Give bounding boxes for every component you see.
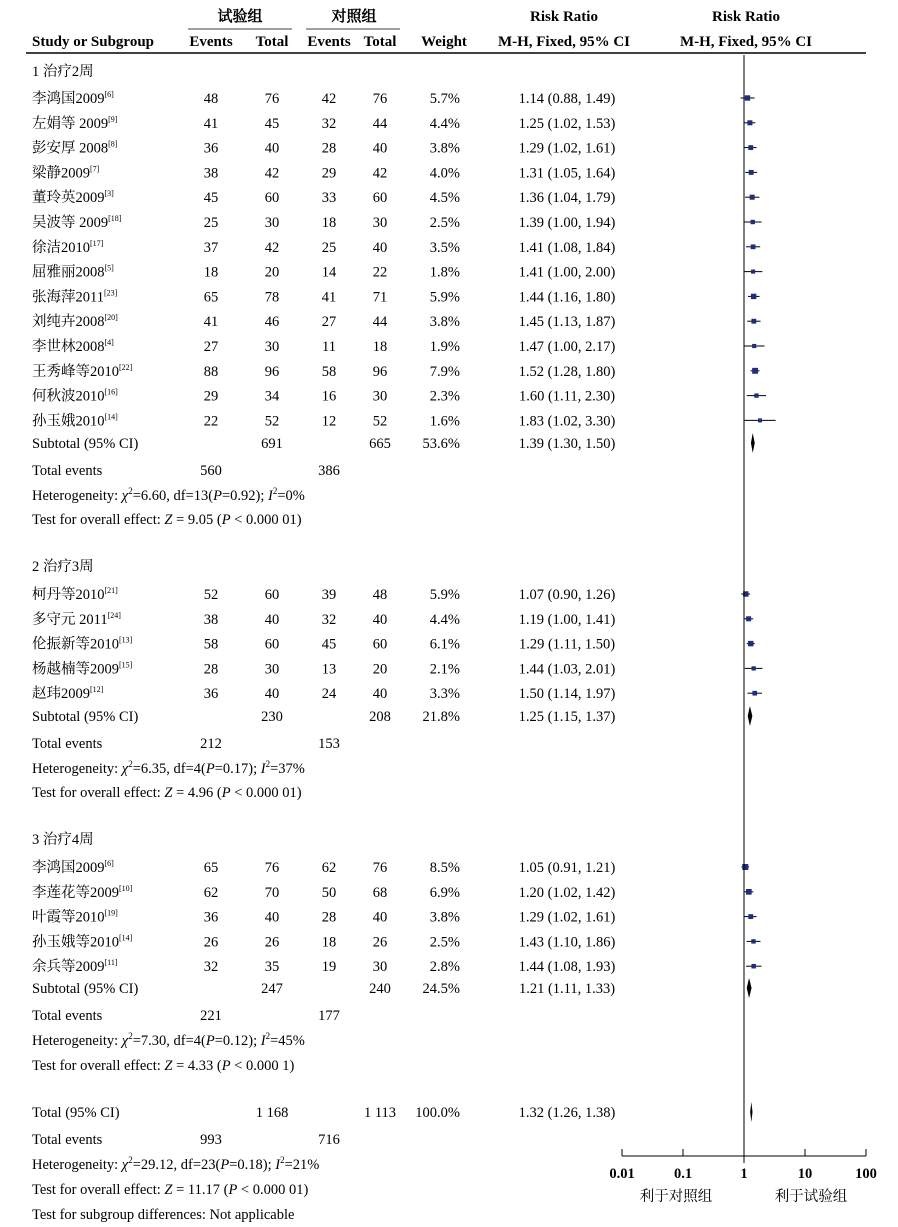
ctrl-total: 30 (372, 388, 388, 405)
exp-total: 30 (264, 215, 280, 231)
ctrl-total: 44 (372, 314, 388, 331)
exp-events: 18 (203, 264, 219, 281)
rr-ci-text: 1.50 (1.14, 1.97) (518, 686, 616, 703)
weight: 6.9% (429, 884, 460, 901)
point-estimate (754, 393, 758, 397)
subtotal-exp-total: 691 (261, 436, 283, 452)
col-exp-events: Events (189, 34, 233, 50)
total-events-label: Total events (32, 1132, 103, 1148)
ctrl-total: 68 (372, 884, 388, 901)
ctrl-events: 50 (321, 884, 337, 901)
exp-events: 27 (203, 339, 219, 355)
rr-header-2: Risk Ratio (712, 9, 780, 25)
study-name: 李世林2008[4] (32, 338, 114, 355)
study-name: 董玲英2009[3] (32, 189, 114, 207)
point-estimate (751, 939, 755, 943)
total-weight: 100.0% (415, 1105, 460, 1121)
total-events-ctrl: 177 (318, 1008, 340, 1024)
ctrl-events: 33 (321, 190, 337, 207)
rr-ci-text: 1.29 (1.02, 1.61) (518, 140, 616, 157)
study-name: 彭安厚 2008[8] (32, 139, 118, 157)
study-name: 余兵等2009[11] (32, 958, 118, 976)
point-estimate (745, 95, 750, 100)
heterogeneity: Heterogeneity: $\chi^2=6.60$, df=13(P=0.92); $I^2=0\%$ (32, 486, 305, 504)
rr-ci-text: 1.45 (1.13, 1.87) (518, 314, 616, 331)
rr-ci-text: 1.25 (1.02, 1.53) (518, 115, 616, 132)
exp-total: 96 (264, 363, 280, 380)
rr-ci-text: 1.44 (1.03, 2.01) (518, 661, 616, 678)
pooled-diamond (747, 978, 752, 998)
subtotal-weight: 24.5% (422, 981, 460, 997)
exp-total: 52 (264, 413, 280, 430)
weight: 4.4% (429, 611, 460, 628)
ctrl-total: 52 (372, 413, 388, 430)
exp-total: 76 (264, 91, 280, 107)
weight: 2.1% (429, 661, 460, 678)
exp-total: 42 (264, 165, 280, 182)
total-events-ctrl: 153 (318, 736, 340, 752)
point-estimate (752, 691, 757, 696)
exp-total: 70 (264, 884, 280, 901)
exp-events: 48 (203, 91, 219, 107)
col-method-1: M-H, Fixed, 95% CI (497, 34, 631, 50)
rr-ci-text: 1.39 (1.00, 1.94) (518, 215, 616, 231)
ctrl-total: 26 (372, 934, 388, 951)
study-name: 吴波等 2009[18] (32, 214, 122, 231)
exp-events: 41 (203, 115, 219, 132)
exp-events: 38 (203, 611, 219, 628)
exp-total: 26 (264, 934, 280, 951)
total-events-exp: 560 (200, 463, 222, 479)
ctrl-total: 71 (372, 289, 388, 306)
weight: 2.5% (429, 215, 460, 231)
heterogeneity: Heterogeneity: $\chi^2=7.30$, df=4(P=0.12); $I^2=45\%$ (32, 1031, 305, 1049)
rr-ci-text: 1.31 (1.05, 1.64) (518, 165, 616, 182)
point-estimate (748, 641, 753, 646)
point-estimate (746, 616, 751, 621)
weight: 2.5% (429, 934, 460, 951)
col-method-2: M-H, Fixed, 95% CI (679, 34, 813, 50)
exp-events: 26 (203, 934, 219, 951)
exp-events: 88 (203, 363, 219, 380)
ctrl-events: 19 (321, 959, 337, 976)
total-events-exp: 212 (200, 736, 222, 752)
rr-ci-text: 1.41 (1.08, 1.84) (518, 239, 616, 256)
point-estimate (746, 889, 752, 895)
exp-events: 65 (203, 289, 219, 306)
point-estimate (748, 145, 753, 150)
point-estimate (751, 964, 756, 969)
rr-ci-text: 1.05 (0.91, 1.21) (518, 860, 616, 876)
rr-ci-text: 1.19 (1.00, 1.41) (518, 611, 616, 628)
ctrl-events: 12 (321, 413, 337, 430)
tick-label: 0.1 (673, 1166, 693, 1182)
exp-total: 30 (264, 661, 280, 678)
weight: 3.8% (429, 909, 460, 926)
subtotal-exp-total: 247 (261, 981, 283, 997)
ctrl-events: 25 (321, 239, 337, 256)
rr-ci-text: 1.36 (1.04, 1.79) (518, 190, 616, 207)
ctrl-group-header: 对照组 (331, 9, 377, 25)
weight: 4.5% (429, 190, 460, 207)
ctrl-events: 13 (321, 661, 337, 678)
favours-experimental-label: 利于试验组 (774, 1189, 848, 1205)
exp-events: 45 (203, 190, 219, 207)
col-study: Study or Subgroup (32, 34, 155, 50)
subgroup-title: 2 治疗3周 (32, 559, 94, 575)
rr-ci-text: 1.44 (1.16, 1.80) (518, 289, 616, 306)
weight: 3.3% (429, 686, 460, 703)
overall-effect-test: Test for overall effect: Z = 11.17 (P < 0.000 01) (32, 1182, 309, 1198)
point-estimate (758, 418, 762, 422)
exp-events: 62 (203, 884, 219, 901)
ctrl-total: 20 (372, 661, 388, 678)
total-exp-total: 1 168 (255, 1105, 289, 1121)
ctrl-events: 29 (321, 165, 337, 182)
tick-label: 10 (797, 1166, 813, 1182)
tick-label: 0.01 (609, 1166, 635, 1182)
subtotal-ctrl-total: 665 (369, 436, 391, 452)
study-name: 何秋波2010[16] (32, 387, 118, 405)
col-exp-total: Total (255, 34, 289, 50)
subtotal-ci-text: 1.39 (1.30, 1.50) (518, 436, 616, 452)
study-name: 梁静2009[7] (32, 164, 100, 182)
weight: 1.9% (429, 339, 460, 355)
exp-total: 60 (264, 190, 280, 207)
study-name: 杨越楠等2009[15] (32, 660, 133, 678)
total-events-exp: 993 (200, 1132, 222, 1148)
weight: 4.4% (429, 115, 460, 132)
ctrl-total: 76 (372, 860, 388, 876)
total-events-label: Total events (32, 736, 103, 752)
exp-total: 46 (264, 314, 280, 331)
weight: 1.6% (429, 413, 460, 430)
study-name: 李鸿国2009[6] (32, 90, 114, 107)
exp-total: 45 (264, 115, 280, 132)
ctrl-total: 42 (372, 165, 388, 182)
study-name: 孙玉娥2010[14] (32, 412, 118, 430)
overall-effect-test: Test for overall effect: Z = 4.96 (P < 0.000 01) (32, 785, 302, 801)
subtotal-label: Subtotal (95% CI) (32, 981, 139, 997)
exp-total: 60 (264, 636, 280, 653)
study-name: 左娟等 2009[9] (32, 114, 118, 132)
rr-ci-text: 1.29 (1.11, 1.50) (518, 636, 616, 653)
point-estimate (749, 170, 754, 175)
exp-total: 35 (264, 959, 280, 976)
rr-ci-text: 1.83 (1.02, 3.30) (518, 413, 616, 430)
ctrl-events: 42 (321, 91, 337, 107)
ctrl-events: 11 (322, 339, 336, 355)
study-name: 柯丹等2010[21] (32, 586, 118, 603)
col-weight: Weight (421, 34, 467, 50)
study-name: 徐洁2010[17] (32, 238, 104, 256)
ctrl-events: 62 (321, 860, 337, 876)
exp-total: 40 (264, 611, 280, 628)
study-name: 多守元 2011[24] (32, 610, 121, 628)
ctrl-total: 30 (372, 959, 388, 976)
exp-total: 42 (264, 239, 280, 256)
ctrl-total: 60 (372, 190, 388, 207)
exp-group-header: 试验组 (217, 9, 263, 25)
ctrl-events: 28 (321, 909, 337, 926)
exp-total: 30 (264, 339, 280, 355)
ctrl-events: 32 (321, 115, 337, 132)
subtotal-ctrl-total: 240 (369, 981, 391, 997)
rr-ci-text: 1.44 (1.08, 1.93) (518, 959, 616, 976)
ctrl-events: 58 (321, 363, 337, 380)
table-rows (32, 63, 615, 1223)
ctrl-events: 18 (321, 215, 337, 231)
pooled-diamond (751, 433, 755, 453)
subtotal-ctrl-total: 208 (369, 709, 391, 725)
total-label: Total (95% CI) (32, 1105, 120, 1121)
point-estimate (752, 666, 756, 670)
exp-events: 65 (203, 860, 219, 876)
weight: 4.0% (429, 165, 460, 182)
pooled-diamond (748, 706, 753, 726)
exp-events: 38 (203, 165, 219, 182)
point-estimate (752, 368, 758, 374)
subtotal-label: Subtotal (95% CI) (32, 709, 139, 725)
rr-ci-text: 1.29 (1.02, 1.61) (518, 909, 616, 926)
ctrl-events: 18 (321, 934, 337, 951)
ctrl-total: 44 (372, 115, 388, 132)
ctrl-events: 41 (321, 289, 337, 306)
study-name: 王秀峰等2010[22] (32, 362, 133, 380)
exp-events: 36 (203, 686, 219, 703)
tick-label: 100 (855, 1166, 877, 1182)
exp-total: 78 (264, 289, 280, 306)
ctrl-events: 24 (321, 686, 337, 703)
point-estimate (748, 914, 753, 919)
ctrl-events: 16 (321, 388, 337, 405)
weight: 3.8% (429, 140, 460, 157)
rr-ci-text: 1.14 (0.88, 1.49) (518, 91, 616, 107)
ctrl-total: 40 (372, 686, 388, 703)
point-estimate (751, 270, 755, 274)
point-estimate (751, 294, 756, 299)
rr-ci-text: 1.60 (1.11, 2.30) (518, 388, 616, 405)
ctrl-total: 60 (372, 636, 388, 653)
weight: 6.1% (429, 636, 460, 653)
exp-events: 32 (203, 959, 219, 976)
exp-events: 36 (203, 909, 219, 926)
subtotal-exp-total: 230 (261, 709, 283, 725)
subtotal-ci-text: 1.21 (1.11, 1.33) (518, 981, 616, 997)
study-name: 伦振新等2010[13] (32, 635, 133, 653)
point-estimate (747, 120, 752, 125)
exp-events: 28 (203, 661, 219, 678)
study-name: 孙玉娥等2010[14] (32, 933, 133, 951)
subtotal-label: Subtotal (95% CI) (32, 436, 139, 452)
weight: 5.9% (429, 289, 460, 306)
ctrl-total: 22 (372, 264, 388, 281)
study-name: 刘纯卉2008[20] (32, 313, 118, 331)
x-axis (609, 1149, 877, 1205)
exp-total: 60 (264, 587, 280, 603)
exp-total: 40 (264, 686, 280, 703)
total-events-ctrl: 716 (318, 1132, 340, 1148)
point-estimate (751, 319, 756, 324)
total-ctrl-total: 1 113 (363, 1105, 397, 1121)
point-estimate (742, 864, 748, 870)
ctrl-total: 48 (372, 587, 388, 603)
exp-total: 40 (264, 140, 280, 157)
rr-ci-text: 1.41 (1.00, 2.00) (518, 264, 616, 281)
exp-events: 22 (203, 413, 219, 430)
subtotal-weight: 21.8% (422, 709, 460, 725)
ctrl-events: 14 (321, 264, 337, 281)
rr-ci-text: 1.47 (1.00, 2.17) (518, 339, 616, 355)
col-ctrl-events: Events (307, 34, 351, 50)
ctrl-total: 40 (372, 611, 388, 628)
overall-effect-test: Test for overall effect: Z = 4.33 (P < 0.000 1) (32, 1058, 295, 1074)
ctrl-total: 18 (372, 339, 388, 355)
ctrl-total: 76 (372, 91, 388, 107)
exp-total: 76 (264, 860, 280, 876)
point-estimate (751, 244, 756, 249)
subgroup-title: 3 治疗4周 (32, 832, 94, 848)
heterogeneity: Heterogeneity: $\chi^2=29.12$, df=23(P=0.18); $I^2=21\%$ (32, 1155, 320, 1173)
favours-control-label: 利于对照组 (639, 1189, 713, 1205)
study-name: 李鸿国2009[6] (32, 859, 114, 876)
ctrl-events: 27 (321, 314, 337, 331)
study-name: 屈雅丽2008[5] (32, 263, 114, 281)
ctrl-total: 96 (372, 363, 388, 380)
col-ctrl-total: Total (363, 34, 397, 50)
heterogeneity: Heterogeneity: $\chi^2=6.35$, df=4(P=0.17); $I^2=37\%$ (32, 759, 305, 777)
exp-events: 25 (203, 215, 219, 231)
point-estimate (751, 220, 755, 224)
exp-total: 40 (264, 909, 280, 926)
overall-effect-test: Test for overall effect: Z = 9.05 (P < 0.000 01) (32, 512, 302, 528)
tick-label: 1 (740, 1166, 748, 1182)
subtotal-weight: 53.6% (422, 436, 460, 452)
exp-events: 52 (203, 587, 219, 603)
total-events-ctrl: 386 (318, 463, 340, 479)
exp-events: 37 (203, 239, 219, 256)
rr-ci-text: 1.43 (1.10, 1.86) (518, 934, 616, 951)
total-events-label: Total events (32, 463, 103, 479)
exp-total: 20 (264, 264, 280, 281)
ctrl-events: 45 (321, 636, 337, 653)
weight: 2.3% (429, 388, 460, 405)
study-name: 赵玮2009[12] (32, 685, 104, 703)
rr-ci-text: 1.20 (1.02, 1.42) (518, 884, 616, 901)
weight: 8.5% (429, 860, 460, 876)
subgroup-differences: Test for subgroup differences: Not applicable (32, 1207, 295, 1223)
weight: 7.9% (429, 363, 460, 380)
exp-events: 41 (203, 314, 219, 331)
ctrl-total: 40 (372, 140, 388, 157)
weight: 2.8% (429, 959, 460, 976)
ctrl-events: 28 (321, 140, 337, 157)
ctrl-events: 32 (321, 611, 337, 628)
study-name: 张海萍2011[23] (32, 288, 118, 306)
total-ci-text: 1.32 (1.26, 1.38) (518, 1105, 616, 1121)
point-estimate (750, 195, 755, 200)
total-events-exp: 221 (200, 1008, 222, 1024)
weight: 5.7% (429, 91, 460, 107)
ctrl-total: 40 (372, 239, 388, 256)
exp-events: 29 (203, 388, 219, 405)
ctrl-total: 40 (372, 909, 388, 926)
subgroup-title: 1 治疗2周 (32, 64, 94, 80)
rr-ci-text: 1.52 (1.28, 1.80) (518, 363, 616, 380)
ctrl-total: 30 (372, 215, 388, 231)
weight: 5.9% (429, 587, 460, 603)
weight: 3.8% (429, 314, 460, 331)
exp-total: 34 (264, 388, 280, 405)
rr-ci-text: 1.07 (0.90, 1.26) (518, 587, 616, 603)
total-events-label: Total events (32, 1008, 103, 1024)
pooled-diamond (750, 1102, 752, 1122)
weight: 1.8% (429, 264, 460, 281)
exp-events: 36 (203, 140, 219, 157)
study-name: 叶霞等2010[19] (32, 908, 118, 926)
ctrl-events: 39 (321, 587, 337, 603)
plot-area (741, 55, 776, 1163)
rr-header-1: Risk Ratio (530, 9, 598, 25)
exp-events: 58 (203, 636, 219, 653)
point-estimate (752, 344, 756, 348)
study-name: 李莲花等2009[10] (32, 883, 133, 901)
subtotal-ci-text: 1.25 (1.15, 1.37) (518, 709, 616, 725)
weight: 3.5% (429, 239, 460, 256)
